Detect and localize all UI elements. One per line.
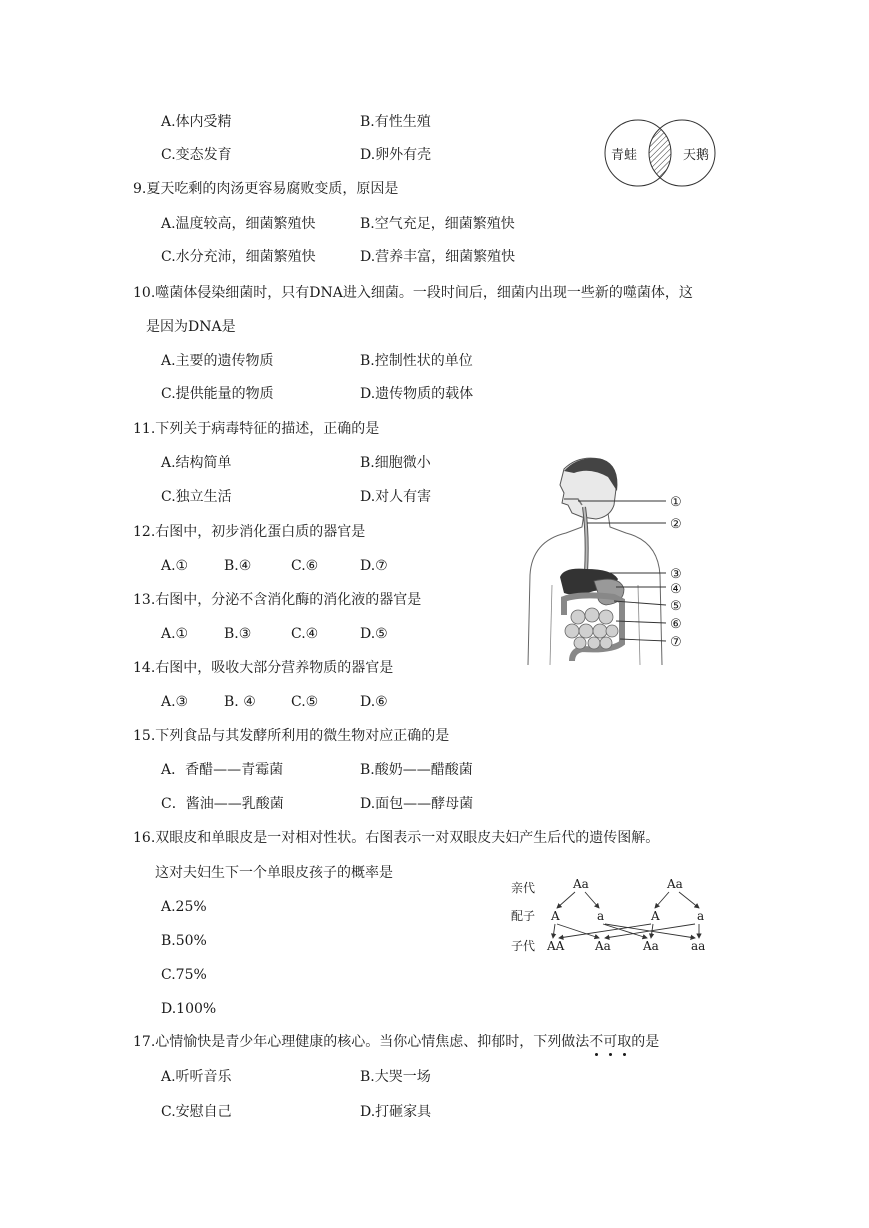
q10-option-c: C.提供能量的物质 [161,386,274,402]
q12-stem: 12.右图中，初步消化蛋白质的器官是 [133,524,366,540]
small-intestine [565,608,618,649]
q17-option-a: A.听听音乐 [161,1069,232,1085]
gamete-2: a [597,909,605,923]
gamete-3: A [651,909,660,923]
q11-stem: 11.下列关于病毒特征的描述，正确的是 [133,421,380,437]
arrow-p2-a [655,892,669,908]
q10-option-d: D.遗传物质的载体 [360,386,474,402]
q15-stem: 15.下列食品与其发酵所利用的微生物对应正确的是 [133,728,450,744]
q17-stem [133,1033,659,1051]
q9-option-b: B.空气充足，细菌繁殖快 [360,216,515,232]
q14-option-b: B. ④ [224,694,256,710]
q9-option-d: D.营养丰富，细菌繁殖快 [360,249,516,265]
q16-stem-line2: 这对夫妇生下一个单眼皮孩子的概率是 [155,865,393,881]
digestive-label-7: ⑦ [670,635,682,650]
q8-option-a: A.体内受精 [161,114,232,130]
offspring-4: aa [691,939,706,953]
digestive-label-6: ⑥ [670,617,682,632]
q15-option-d: D.面包——酵母菌 [360,796,474,812]
q8-option-b: B.有性生殖 [360,114,431,130]
label-parents: 亲代 [511,881,536,895]
venn-diagram [600,117,720,189]
digestive-label-1: ① [670,495,682,510]
q17-stem-end: 的是 [631,1034,660,1050]
q14-stem: 14.右图中，吸收大部分营养物质的器官是 [133,660,394,676]
q16-option-b: B.50% [161,933,207,949]
digestive-system-figure [520,455,710,667]
arrow-g1-o2 [557,924,599,938]
arrow-p1-a [557,892,575,908]
gamete-4: a [697,909,705,923]
q15-option-b: B.酸奶——醋酸菌 [360,762,473,778]
q12-option-b: B.④ [224,558,252,574]
offspring-3: Aa [643,939,659,953]
q16-stem-line1: 16.双眼皮和单眼皮是一对相对性状。右图表示一对双眼皮夫妇产生后代的遗传图解。 [133,830,660,846]
q16-option-a: A.25% [161,899,207,915]
q16-option-c: C.75% [161,967,207,983]
offspring-1: AA [547,939,565,953]
digestive-label-3: ③ [670,567,682,582]
label-gametes: 配子 [511,909,536,923]
venn-label-left: 青蛙 [610,148,638,163]
q17-emph-3: 取 [617,1034,632,1050]
q16-option-d: D.100% [161,1001,217,1017]
q12-option-c: C.⑥ [291,558,319,574]
parent-1: Aa [573,877,589,891]
digestive-label-4: ④ [670,582,682,597]
genetics-diagram [505,870,715,960]
q10-option-a: A.主要的遗传物质 [161,353,274,369]
q14-option-c: C.⑤ [291,694,319,710]
q12-option-a: A.① [161,558,189,574]
q10-stem-line1: 10.噬菌体侵染细菌时，只有DNA进入细菌。一段时间后，细菌内出现一些新的噬菌体，这 [133,285,693,301]
q17-stem-text: 17.心情愉快是青少年心理健康的核心。当你心情焦虑、抑郁时，下列做法 [133,1034,590,1050]
q8-option-c: C.变态发育 [161,147,232,163]
arrow-p2-b [679,892,699,908]
q13-option-b: B.③ [224,626,252,642]
q11-option-c: C.独立生活 [161,489,232,505]
q9-stem: 9.夏天吃剩的肉汤更容易腐败变质，原因是 [133,181,399,197]
digestive-label-2: ② [670,517,682,532]
arrow-p1-b [585,892,599,908]
digestive-label-5: ⑤ [670,599,682,614]
q15-option-c: C．酱油——乳酸菌 [161,796,284,812]
q17-option-d: D.打砸家具 [360,1104,432,1120]
q13-stem: 13.右图中，分泌不含消化酶的消化液的器官是 [133,592,422,608]
q14-option-d: D.⑥ [360,694,388,710]
gamete-1: A [551,909,560,923]
q10-option-b: B.控制性状的单位 [360,353,473,369]
q11-option-d: D.对人有害 [360,489,432,505]
arrow-g1-o1 [553,924,555,938]
q17-option-c: C.安慰自己 [161,1104,232,1120]
q10-stem-line2: 是因为DNA是 [146,319,236,335]
arrow-g3-o1 [559,924,651,938]
q11-option-b: B.细胞微小 [360,455,431,471]
arrow-g2-o3 [603,924,647,938]
q15-option-a: A．香醋——青霉菌 [161,762,284,778]
q13-option-a: A.① [161,626,189,642]
q17-emph-2: 可 [603,1034,618,1050]
q13-option-c: C.④ [291,626,319,642]
offspring-2: Aa [595,939,611,953]
parent-2: Aa [667,877,683,891]
q8-option-d: D.卵外有壳 [360,147,432,163]
q14-option-a: A.③ [161,694,189,710]
q17-option-b: B.大哭一场 [360,1069,431,1085]
venn-label-right: 天鹅 [682,148,710,163]
q9-option-c: C.水分充沛，细菌繁殖快 [161,249,316,265]
q13-option-d: D.⑤ [360,626,388,642]
q17-emph-1: 不 [589,1034,604,1050]
q9-option-a: A.温度较高，细菌繁殖快 [161,216,316,232]
q11-option-a: A.结构简单 [161,455,232,471]
q12-option-d: D.⑦ [360,558,388,574]
leader-line-7 [620,639,666,641]
label-offspring: 子代 [511,939,536,953]
